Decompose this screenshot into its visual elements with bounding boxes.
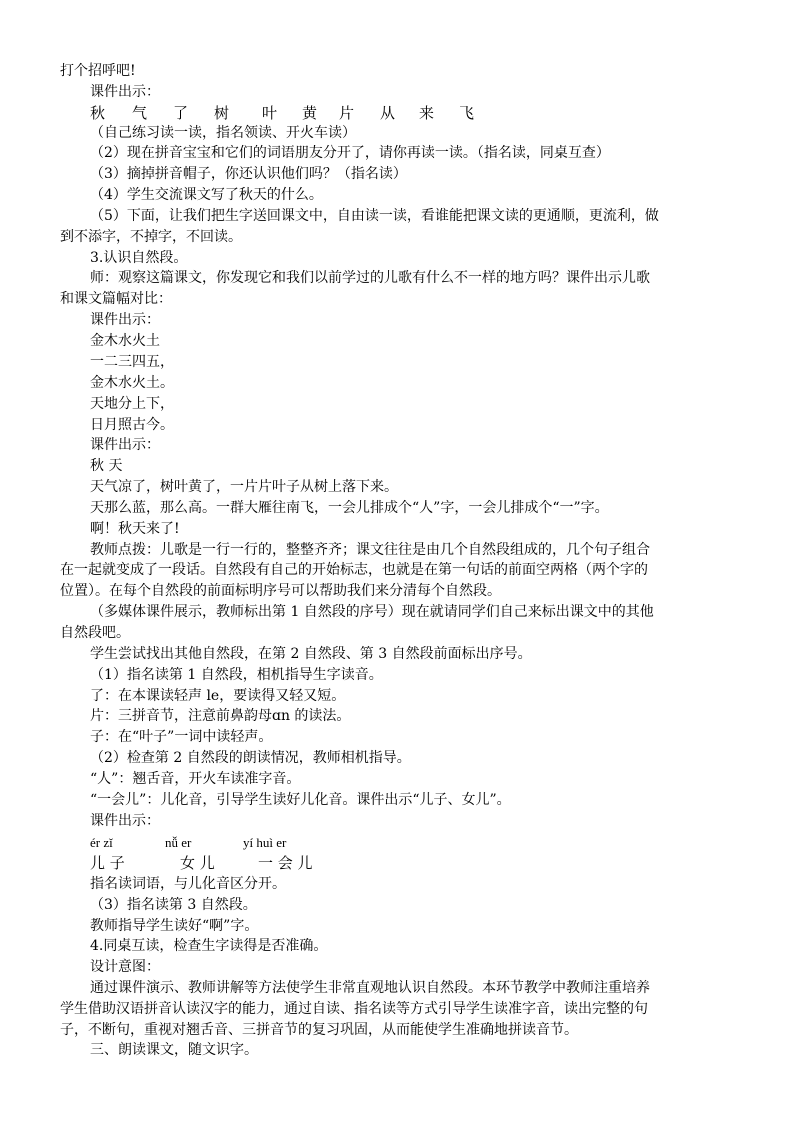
text-line: 课件出示： [90, 312, 160, 328]
text-line: 片：三拼音节，注意前鼻韵母ɑn 的读法。 [90, 708, 351, 724]
text-line: 在一起就变成了一段话。自然段有自己的开始标志，也就是在第一句话的前面空两格（两个字的 [60, 562, 648, 578]
character: 气 [132, 104, 148, 122]
text-line: （3）指名读第 3 自然段。 [90, 897, 257, 913]
character: 从 [380, 104, 396, 122]
text-line: 天地分上下， [90, 396, 174, 412]
character: 片 [339, 104, 355, 122]
text-line: （2）现在拼音宝宝和它们的词语朋友分开了，请你再读一读。（指名读，同桌互查） [90, 145, 610, 161]
text-line: 学生尝试找出其他自然段，在第 2 自然段、第 3 自然段前面标出序号。 [90, 646, 532, 662]
text-line: 金木水火土。 [90, 375, 174, 391]
text-line: 和课文篇幅对比： [60, 291, 172, 307]
text-line: 位置）。在每个自然段的前面标明序号可以帮助我们来分清每个自然段。 [60, 583, 501, 599]
text-line: 通过课件演示、教师讲解等方法使学生非常直观地认识自然段。本环节教学中教师注重培养 [90, 980, 650, 996]
character: 树 [214, 104, 230, 122]
text-line: 子，不断句，重视对翘舌音、三拼音节的复习巩固，从而能使学生准确地拼读音节。 [60, 1022, 578, 1038]
character: 了 [173, 104, 189, 122]
text-line: （多媒体课件展示，教师标出第 1 自然段的序号）现在就请同学们自己来标出课文中的其他 [90, 604, 654, 620]
text-line: 打个招呼吧! [60, 63, 136, 79]
text-line: 啊！秋天来了! [90, 521, 180, 537]
text-line: （自己练习读一读，指名领读、开火车读） [90, 125, 356, 141]
text-line: 设计意图： [90, 959, 160, 975]
character: 来 [419, 104, 435, 122]
text-line: 课件出示： [90, 84, 160, 100]
text-line: 4.同桌互读，检查生字读得是否准确。 [90, 938, 328, 954]
text-line: （5）下面，让我们把生字送回课文中，自由读一读，看谁能把课文读的更通顺，更流利，做 [90, 208, 659, 224]
word: 一 会 儿 [258, 854, 313, 872]
text-line: 教师指导学生读好“啊”字。 [90, 918, 259, 934]
text-line: “人”：翘舌音，开火车读准字音。 [90, 771, 301, 787]
character: 黄 [302, 104, 318, 122]
text-line: 一二三四五， [90, 354, 174, 370]
text-line: 课件出示： [90, 437, 160, 453]
text-line: （4）学生交流课文写了秋天的什么。 [90, 187, 323, 203]
pinyin-text: yí huì er [243, 835, 287, 850]
text-line: 了：在本课读轻声 le，要读得又轻又短。 [90, 688, 346, 704]
text-line: 天气凉了，树叶黄了，一片片叶子从树上落下来。 [90, 479, 398, 495]
pinyin-text: nǚ er [165, 835, 192, 850]
text-line: 秋 天 [90, 458, 123, 474]
word: 儿 子 [90, 854, 125, 872]
text-line: 3.认识自然段。 [90, 250, 188, 266]
text-line: “一会儿”：儿化音，引导学生读好儿化音。课件出示“儿子、女儿”。 [90, 792, 511, 808]
character: 叶 [262, 104, 278, 122]
text-line: 金木水火土 [90, 333, 160, 349]
text-line: 日月照古今。 [90, 417, 174, 433]
text-line: 三、朗读课文，随文识字。 [90, 1042, 258, 1058]
text-line: 子：在“叶子”一词中读轻声。 [90, 729, 273, 745]
text-line: 天那么蓝，那么高。一群大雁往南飞，一会儿排成个“人”字，一会儿排成个“一”字。 [90, 500, 609, 516]
text-line: 到不添字，不掉字，不回读。 [60, 229, 242, 245]
text-line: 课件出示： [90, 813, 160, 829]
text-line: 学生借助汉语拼音认读汉字的能力，通过自读、指名读等方式引导学生读准字音，读出完整的句 [60, 1001, 648, 1017]
word: 女 儿 [180, 854, 215, 872]
character: 秋 [90, 104, 106, 122]
text-line: 师：观察这篇课文，你发现它和我们以前学过的儿歌有什么不一样的地方吗？课件出示儿歌 [90, 270, 650, 286]
pinyin-text: ér zǐ [90, 835, 113, 850]
text-line: （1）指名读第 1 自然段，相机指导生字读音。 [90, 667, 383, 683]
text-line: （2）检查第 2 自然段的朗读情况，教师相机指导。 [90, 750, 411, 766]
text-line: （3）摘掉拼音帽子，你还认识他们吗？（指名读） [90, 166, 407, 182]
text-line: 教师点拨：儿歌是一行一行的，整整齐齐；课文往往是由几个自然段组成的，几个句子组合 [90, 542, 650, 558]
text-line: 自然段吧。 [60, 625, 130, 641]
text-line: 指名读词语，与儿化音区分开。 [90, 876, 286, 892]
character: 飞 [459, 104, 475, 122]
